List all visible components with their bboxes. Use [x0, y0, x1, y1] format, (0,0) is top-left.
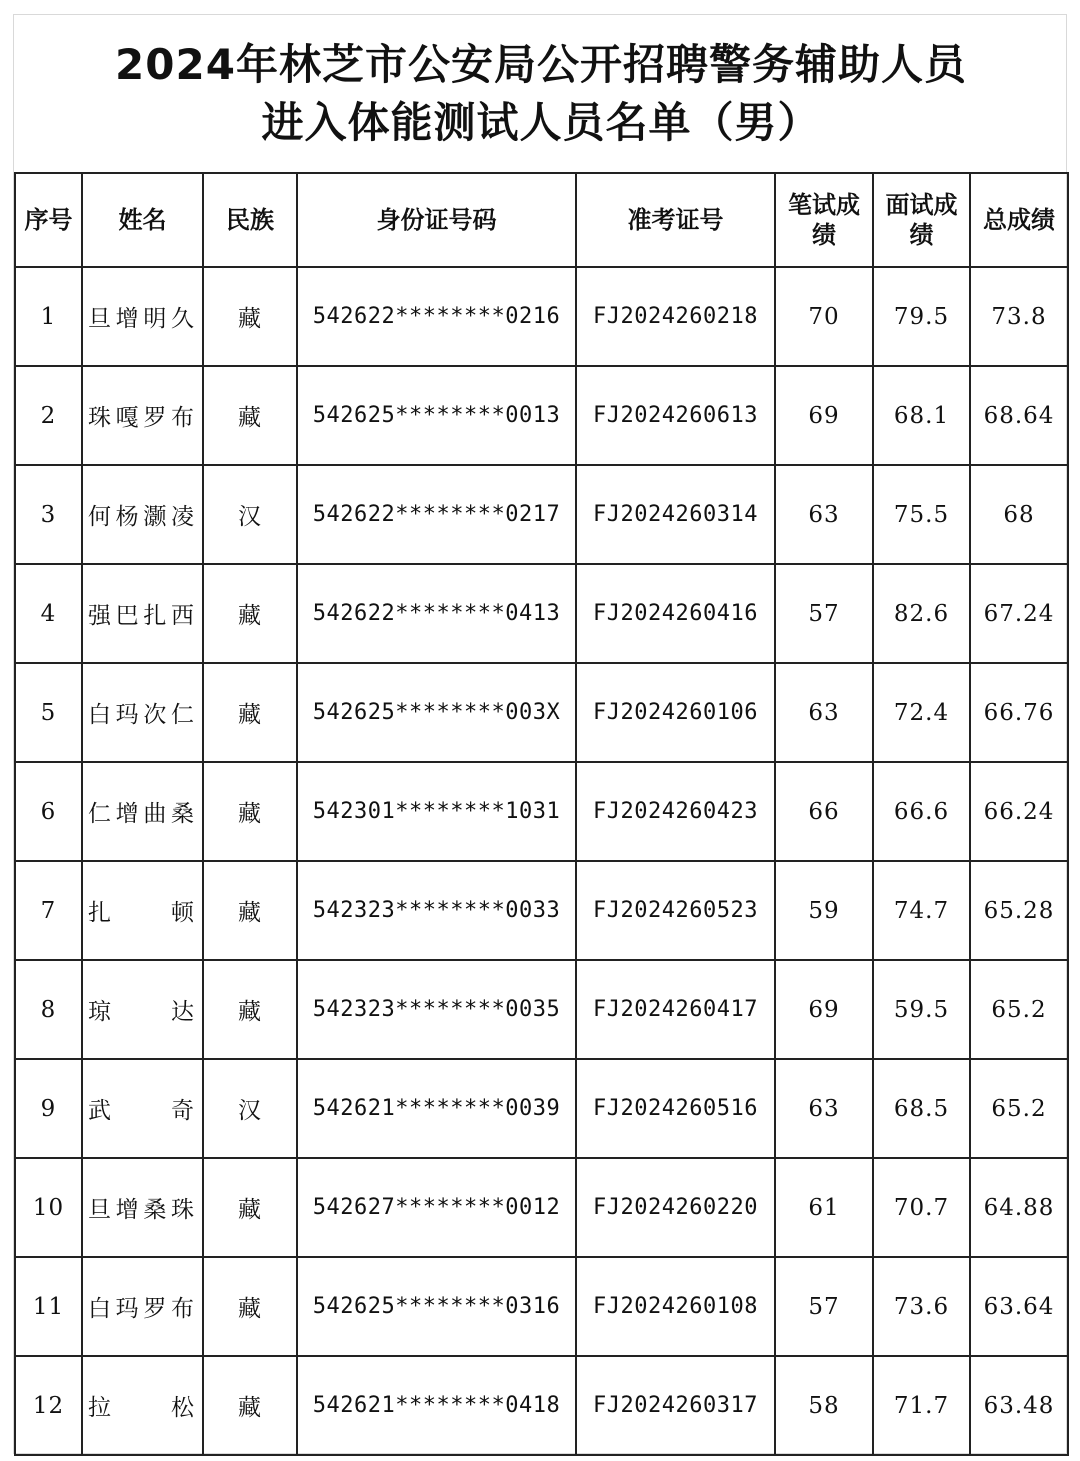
cell-total-score: 63.48 [970, 1356, 1068, 1455]
cell-ethnicity: 藏 [203, 762, 297, 861]
table-row [15, 861, 1068, 960]
cell-name: 旦增桑珠 [82, 1158, 203, 1257]
table-row [15, 960, 1068, 1059]
table-body [15, 267, 1068, 1455]
cell-total-score: 67.24 [970, 564, 1068, 663]
cell-seq: 7 [15, 861, 82, 960]
cell-seq: 8 [15, 960, 82, 1059]
header-ethnicity: 民族 [203, 173, 297, 267]
cell-id-number: 542621********0039 [297, 1059, 576, 1158]
cell-written-score: 61 [775, 1158, 873, 1257]
cell-total-score: 66.76 [970, 663, 1068, 762]
cell-name: 何杨灏凌 [82, 465, 203, 564]
cell-ethnicity: 藏 [203, 366, 297, 465]
cell-id-number: 542625********003X [297, 663, 576, 762]
cell-interview-score: 59.5 [873, 960, 970, 1059]
cell-exam-number: FJ2024260523 [576, 861, 775, 960]
cell-written-score: 66 [775, 762, 873, 861]
document-title [14, 15, 1068, 171]
header-interview-score [873, 173, 970, 267]
table-row [15, 366, 1068, 465]
cell-ethnicity: 藏 [203, 1257, 297, 1356]
cell-exam-number: FJ2024260220 [576, 1158, 775, 1257]
title-line-2: 进入体能测试人员名单（男） [261, 98, 821, 147]
cell-seq: 11 [15, 1257, 82, 1356]
cell-interview-score: 73.6 [873, 1257, 970, 1356]
cell-id-number: 542621********0418 [297, 1356, 576, 1455]
cell-interview-score: 82.6 [873, 564, 970, 663]
header-name: 姓名 [82, 173, 203, 267]
cell-ethnicity: 藏 [203, 861, 297, 960]
cell-total-score: 65.2 [970, 1059, 1068, 1158]
cell-exam-number: FJ2024260423 [576, 762, 775, 861]
header-written-score [775, 173, 873, 267]
cell-name: 强巴扎西 [82, 564, 203, 663]
cell-total-score: 64.88 [970, 1158, 1068, 1257]
cell-written-score: 70 [775, 267, 873, 366]
cell-total-score: 68 [970, 465, 1068, 564]
cell-written-score: 63 [775, 465, 873, 564]
cell-ethnicity: 藏 [203, 663, 297, 762]
cell-id-number: 542323********0035 [297, 960, 576, 1059]
cell-name: 琼达 [82, 960, 203, 1059]
cell-name: 白玛罗布 [82, 1257, 203, 1356]
cell-seq: 12 [15, 1356, 82, 1455]
cell-ethnicity: 汉 [203, 465, 297, 564]
cell-written-score: 58 [775, 1356, 873, 1455]
cell-exam-number: FJ2024260613 [576, 366, 775, 465]
table-row [15, 465, 1068, 564]
cell-exam-number: FJ2024260416 [576, 564, 775, 663]
cell-written-score: 69 [775, 960, 873, 1059]
cell-exam-number: FJ2024260314 [576, 465, 775, 564]
cell-interview-score: 74.7 [873, 861, 970, 960]
cell-total-score: 66.24 [970, 762, 1068, 861]
cell-interview-score: 70.7 [873, 1158, 970, 1257]
cell-name: 仁增曲桑 [82, 762, 203, 861]
cell-total-score: 65.2 [970, 960, 1068, 1059]
cell-ethnicity: 汉 [203, 1059, 297, 1158]
cell-seq: 2 [15, 366, 82, 465]
cell-exam-number: FJ2024260106 [576, 663, 775, 762]
table-row [15, 1059, 1068, 1158]
cell-ethnicity: 藏 [203, 1158, 297, 1257]
cell-written-score: 69 [775, 366, 873, 465]
cell-interview-score: 66.6 [873, 762, 970, 861]
table-header-row [15, 173, 1068, 267]
cell-exam-number: FJ2024260317 [576, 1356, 775, 1455]
title-line-1: 2024年林芝市公安局公开招聘警务辅助人员 [115, 40, 967, 89]
cell-written-score: 57 [775, 1257, 873, 1356]
cell-written-score: 59 [775, 861, 873, 960]
cell-written-score: 63 [775, 1059, 873, 1158]
cell-interview-score: 71.7 [873, 1356, 970, 1455]
cell-interview-score: 72.4 [873, 663, 970, 762]
cell-id-number: 542622********0413 [297, 564, 576, 663]
cell-exam-number: FJ2024260218 [576, 267, 775, 366]
cell-seq: 9 [15, 1059, 82, 1158]
table-row [15, 564, 1068, 663]
cell-id-number: 542622********0216 [297, 267, 576, 366]
cell-interview-score: 68.1 [873, 366, 970, 465]
cell-exam-number: FJ2024260516 [576, 1059, 775, 1158]
cell-name: 扎顿 [82, 861, 203, 960]
table-row [15, 1257, 1068, 1356]
cell-id-number: 542625********0013 [297, 366, 576, 465]
cell-seq: 5 [15, 663, 82, 762]
cell-ethnicity: 藏 [203, 960, 297, 1059]
document-page [13, 14, 1067, 1454]
table-row [15, 663, 1068, 762]
cell-interview-score: 68.5 [873, 1059, 970, 1158]
cell-exam-number: FJ2024260417 [576, 960, 775, 1059]
cell-id-number: 542323********0033 [297, 861, 576, 960]
header-total-score: 总成绩 [970, 173, 1068, 267]
cell-id-number: 542622********0217 [297, 465, 576, 564]
cell-ethnicity: 藏 [203, 564, 297, 663]
cell-ethnicity: 藏 [203, 1356, 297, 1455]
cell-exam-number: FJ2024260108 [576, 1257, 775, 1356]
cell-name: 旦增明久 [82, 267, 203, 366]
cell-seq: 6 [15, 762, 82, 861]
table-row [15, 1158, 1068, 1257]
candidate-table [14, 172, 1069, 1456]
cell-written-score: 57 [775, 564, 873, 663]
cell-total-score: 65.28 [970, 861, 1068, 960]
cell-total-score: 68.64 [970, 366, 1068, 465]
header-exam-number: 准考证号 [576, 173, 775, 267]
cell-seq: 1 [15, 267, 82, 366]
cell-written-score: 63 [775, 663, 873, 762]
table-row [15, 267, 1068, 366]
cell-total-score: 63.64 [970, 1257, 1068, 1356]
cell-name: 武奇 [82, 1059, 203, 1158]
cell-name: 白玛次仁 [82, 663, 203, 762]
cell-name: 珠嘎罗布 [82, 366, 203, 465]
cell-interview-score: 79.5 [873, 267, 970, 366]
header-written-score-label: 笔试成绩 [788, 191, 860, 249]
cell-id-number: 542625********0316 [297, 1257, 576, 1356]
header-seq: 序号 [15, 173, 82, 267]
cell-seq: 4 [15, 564, 82, 663]
cell-ethnicity: 藏 [203, 267, 297, 366]
cell-seq: 3 [15, 465, 82, 564]
table-row [15, 762, 1068, 861]
header-interview-score-label: 面试成绩 [885, 191, 958, 249]
cell-seq: 10 [15, 1158, 82, 1257]
cell-id-number: 542301********1031 [297, 762, 576, 861]
cell-total-score: 73.8 [970, 267, 1068, 366]
table-row [15, 1356, 1068, 1455]
cell-name: 拉松 [82, 1356, 203, 1455]
header-id-number: 身份证号码 [297, 173, 576, 267]
cell-interview-score: 75.5 [873, 465, 970, 564]
cell-id-number: 542627********0012 [297, 1158, 576, 1257]
